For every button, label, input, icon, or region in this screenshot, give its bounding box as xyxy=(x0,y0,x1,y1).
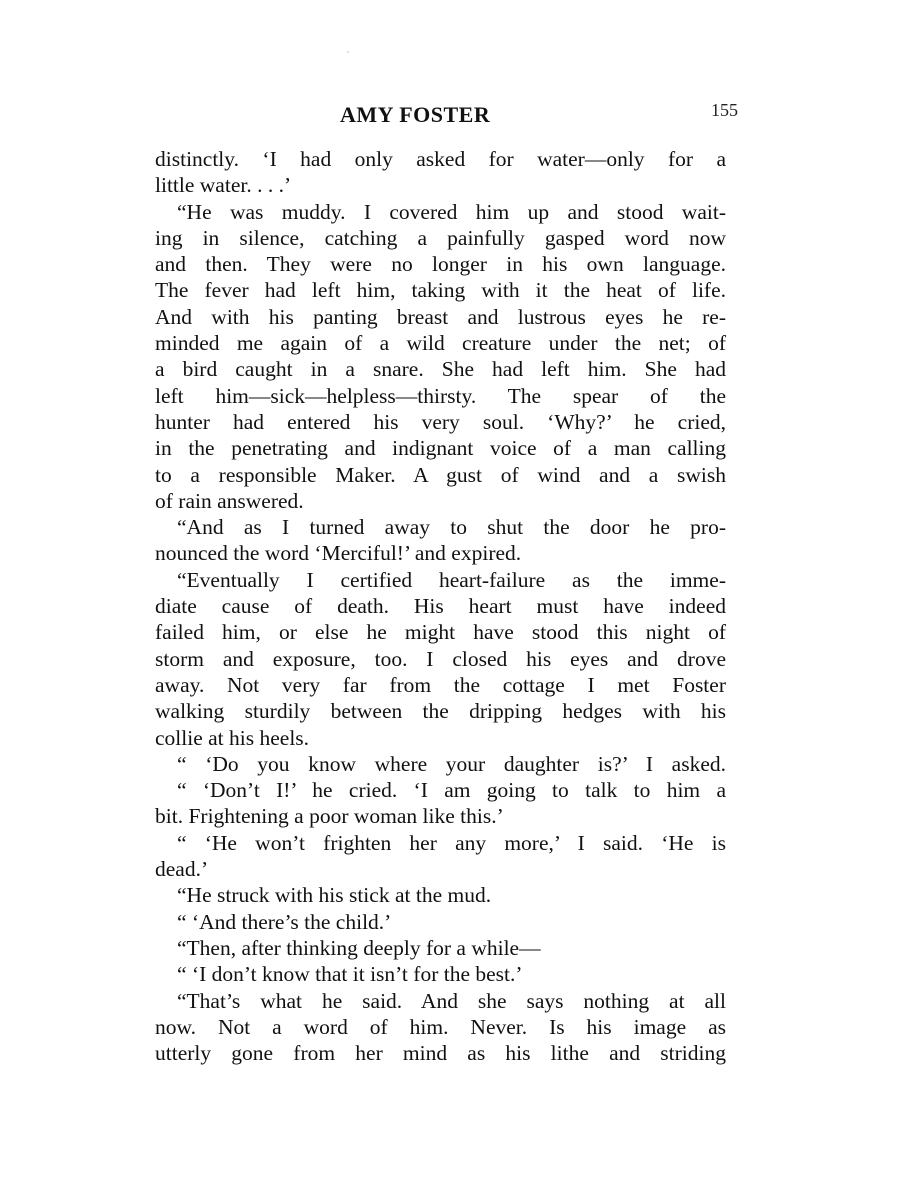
text-line: away. Not very far from the cottage I met Foster xyxy=(155,672,726,697)
running-title: AMY FOSTER xyxy=(340,102,491,127)
text-line: little water. . . .’ xyxy=(155,173,292,198)
text-line: “ ‘And there’s the child.’ xyxy=(177,909,392,934)
text-line: distinctly. ‘I had only asked for water—only for a xyxy=(155,147,726,171)
text-line: of rain answered. xyxy=(155,488,304,513)
page-number: 155 xyxy=(711,100,738,120)
text-line: utterly gone from her mind as his lithe and striding xyxy=(155,1041,726,1066)
text-line: “ ‘Do you know where your daughter is?’ I asked. xyxy=(177,751,726,776)
running-head xyxy=(0,100,900,130)
text-line: ing in silence, catching a painfully gasped word now xyxy=(155,225,726,250)
text-line: “Then, after thinking deeply for a while— xyxy=(177,935,541,960)
text-line: nounced the word ‘Merciful!’ and expired. xyxy=(155,541,522,566)
text-line: in the penetrating and indignant voice of a man calling xyxy=(155,436,726,461)
text-line: “ ‘He won’t frighten her any more,’ I said. ‘He is xyxy=(177,830,726,855)
text-line: diate cause of death. His heart must have indeed xyxy=(155,594,726,619)
text-line: left him—sick—helpless—thirsty. The spear of the xyxy=(155,383,726,408)
text-line: minded me again of a wild creature under the net; of xyxy=(155,331,726,356)
text-line: The fever had left him, taking with it the heat of life. xyxy=(155,278,726,303)
text-line: walking sturdily between the dripping hedges with his xyxy=(155,699,726,724)
text-line: “That’s what he said. And she says nothing at all xyxy=(177,988,726,1013)
text-line: hunter had entered his very soul. ‘Why?’ he cried, xyxy=(155,409,726,434)
text-line: “He struck with his stick at the mud. xyxy=(177,883,492,908)
text-line: “He was muddy. I covered him up and stood wait- xyxy=(177,199,726,224)
text-line: a bird caught in a snare. She had left him. She had xyxy=(155,357,726,382)
text-line: “Eventually I certified heart-failure as the imme- xyxy=(177,567,726,592)
text-line: and then. They were no longer in his own language. xyxy=(155,252,726,277)
text-line: “ ‘Don’t I!’ he cried. ‘I am going to talk to him a xyxy=(177,778,726,803)
paper-speck xyxy=(347,51,349,53)
text-line: to a responsible Maker. A gust of wind and a swish xyxy=(155,462,726,487)
text-line: collie at his heels. xyxy=(155,725,310,750)
text-line: And with his panting breast and lustrous eyes he re- xyxy=(155,304,726,329)
text-line: now. Not a word of him. Never. Is his image as xyxy=(155,1014,726,1039)
body-text xyxy=(155,146,726,1066)
text-line: “And as I turned away to shut the door he pro- xyxy=(177,515,726,540)
text-line: “ ‘I don’t know that it isn’t for the best.’ xyxy=(177,962,523,987)
text-line: failed him, or else he might have stood this night of xyxy=(155,620,726,645)
text-line: bit. Frightening a poor woman like this.’ xyxy=(155,804,504,829)
text-line: dead.’ xyxy=(155,857,209,882)
text-line: storm and exposure, too. I closed his eyes and drove xyxy=(155,646,726,671)
